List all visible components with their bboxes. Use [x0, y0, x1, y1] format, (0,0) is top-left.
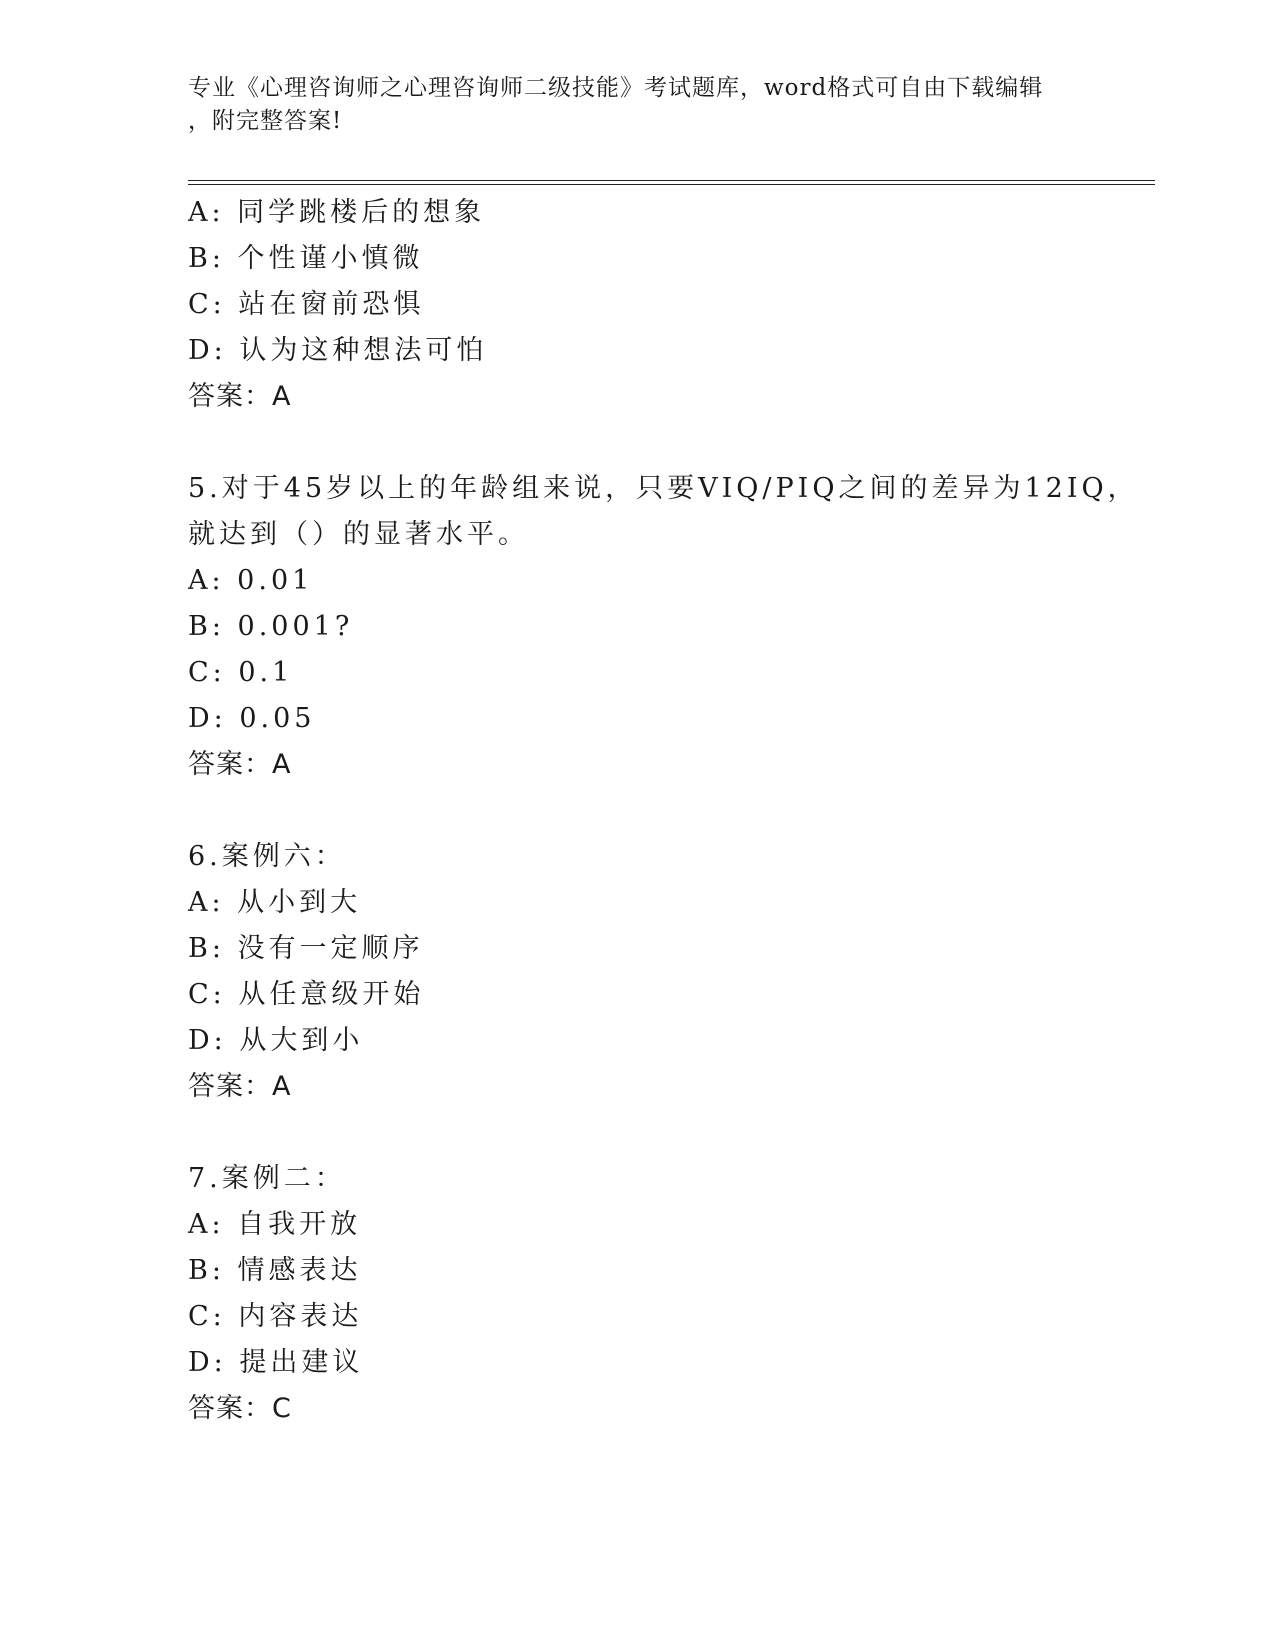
document-header [188, 72, 1088, 138]
spacer [188, 1110, 1148, 1156]
spacer [188, 788, 1148, 834]
question-5 [188, 466, 1148, 788]
question-stem-continued: 就达到（）的显著水平。 [188, 519, 529, 550]
option-c: C: 0.1 [188, 657, 294, 688]
question-6 [188, 834, 1148, 1110]
question-7 [188, 1156, 1148, 1432]
option-b: B: 情感表达 [188, 1255, 362, 1286]
option-d: D: 从大到小 [188, 1025, 364, 1056]
option-a: A: 从小到大 [188, 887, 362, 918]
question-stem: 6.案例六： [188, 841, 346, 872]
answer: 答案：A [188, 749, 292, 780]
spacer [188, 420, 1148, 466]
header-line-2: ，附完整答案! [188, 108, 343, 134]
question-4 [188, 190, 1148, 420]
option-b: B: 0.001? [188, 611, 354, 642]
option-a: A: 自我开放 [188, 1209, 362, 1240]
answer: 答案：C [188, 1393, 292, 1424]
option-c: C: 从任意级开始 [188, 979, 425, 1010]
option-d: D: 0.05 [188, 703, 316, 734]
question-stem: 7.案例二： [188, 1163, 346, 1194]
answer: 答案：A [188, 1071, 292, 1102]
option-d: D: 提出建议 [188, 1347, 364, 1378]
option-b: B: 没有一定顺序 [188, 933, 424, 964]
header-divider [188, 180, 1155, 185]
option-a: A: 0.01 [188, 565, 314, 596]
question-list [188, 190, 1148, 1432]
header-line-1: 专业《心理咨询师之心理咨询师二级技能》考试题库，word格式可自由下载编辑 [188, 75, 1044, 101]
option-d: D: 认为这种想法可怕 [188, 335, 488, 366]
option-c: C: 内容表达 [188, 1301, 363, 1332]
option-c: C: 站在窗前恐惧 [188, 289, 425, 320]
answer: 答案：A [188, 381, 292, 412]
option-b: B: 个性谨小慎微 [188, 243, 424, 274]
option-a: A: 同学跳楼后的想象 [188, 197, 486, 228]
question-stem: 5.对于45岁以上的年龄组来说，只要VIQ/PIQ之间的差异为12IQ， [188, 473, 1139, 504]
